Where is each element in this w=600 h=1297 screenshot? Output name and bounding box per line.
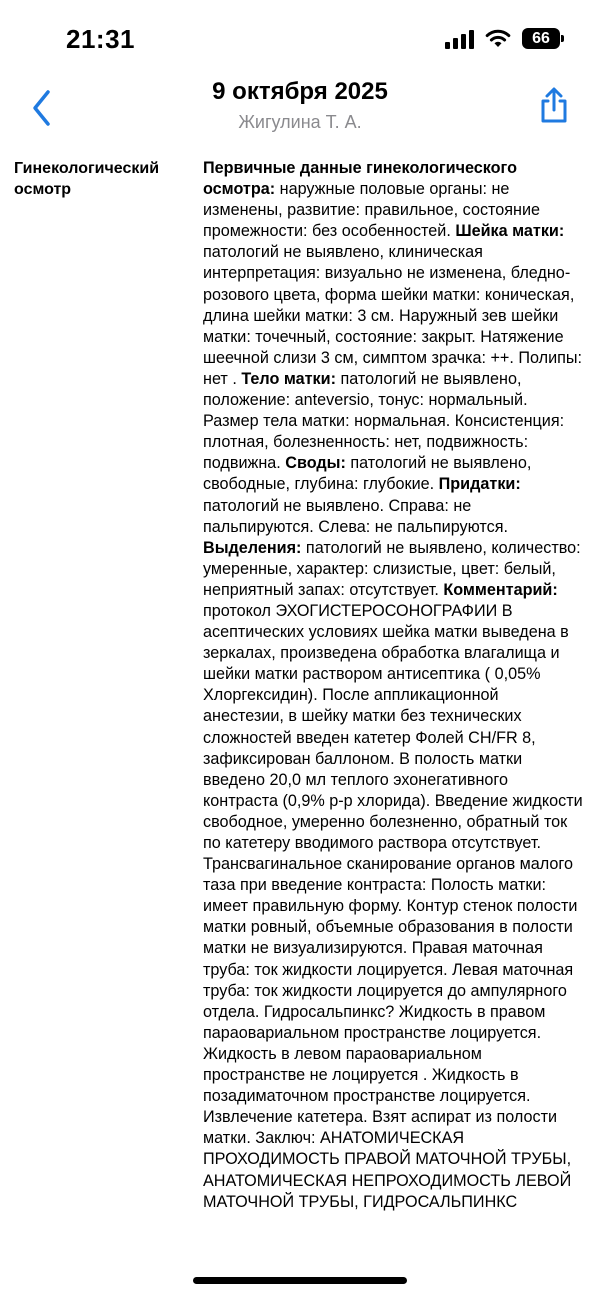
text-part: Придатки: [438, 475, 521, 494]
wifi-icon [484, 28, 512, 49]
status-time: 21:31 [66, 24, 135, 54]
text-part: Шейка матки: [455, 222, 565, 241]
page-title: 9 октября 2025 [212, 78, 388, 105]
navigation-bar [0, 76, 600, 146]
battery-icon [522, 28, 560, 49]
text-part: Первичные данные гинекологического осмотра: [203, 159, 517, 199]
status-icons [445, 28, 560, 49]
home-indicator[interactable] [193, 1277, 407, 1284]
share-icon [536, 84, 572, 128]
text-part: Выделения: [203, 538, 302, 557]
text-part: Тело матки: [241, 369, 336, 388]
text-part: Своды: [285, 454, 346, 473]
text-part: патологий не выявлено, клиническая интерпретация: визуально не изменена, бледно-розового цвета, форма шейки матки: коническая, длина шейки матки: 3 см. Наружный зев шейки матки: точечный, состояние: закрыт. Натяжение шеечной слизи 3 см, симптом зрачка: ++. Полипы: нет . [203, 243, 583, 388]
text-part: Комментарий: [443, 580, 558, 599]
share-button[interactable] [536, 84, 572, 128]
text-part: патологий не выявлено, положение: anteversio, тонус: нормальный. Размер тела матки: нормальная. Консистенция: плотная, болезненность: нет, подвижность: подвижна. [203, 369, 565, 473]
text-part: наружные половые органы: не изменены, развитие: правильное, состояние промежности: без особенностей. [203, 180, 541, 241]
text-part: протокол ЭХОГИСТЕРОСОНОГРАФИИ В асептических условиях шейка матки выведена в зеркалах, произведена обработка влагалища и шейки матки раствором антисептика ( 0,05% Хлоргексидин). После аппликационной анестезии, в шейку матки без технических сложностей введен катетер Фолей CH/FR 8, зафиксирован баллоном. В полость матки введено 20,0 мл теплого эхонегативного контраста (0,9% р-р хлорида). Введение жидкости свободное, умеренно болезненно, обратный ток по катетеру вводимого раствора отсутствует. Трансвагинальное сканирование органов малого таза при введение контраста: Полость матки: имеет правильную форму. Контур стенок полости матки ровный, объемные образования в полости матки не визуализируются. Правая маточная труба: ток жидкости лоцируется. Левая маточная труба: ток жидкости лоцируется до ампулярного отдела. Гидросальпинкс? Жидкость в правом параовариальном пространстве лоцируется. Жидкость в левом параовариальном пространстве не лоцируется . Жидкость в позадиматочном пространстве лоцируется. Извлечение катетера. Взят аспират из полости матки. Заключ: АНАТОМИЧЕСКАЯ ПРОХОДИМОСТЬ ПРАВОЙ МАТОЧНОЙ ТРУБЫ, АНАТОМИЧЕСКАЯ НЕПРОХОДИМОСТЬ ЛЕВОЙ МАТОЧНОЙ ТРУБЫ, ГИДРОСАЛЬПИНКС [203, 601, 583, 1211]
status-bar [0, 0, 600, 80]
battery-level: 66 [532, 29, 550, 47]
section-text [203, 158, 583, 1213]
text-part: патологий не выявлено. Справа: не пальпируются. Слева: не пальпируются. [203, 496, 508, 536]
section-label: Гинекологический осмотр [14, 160, 160, 198]
signal-icon [445, 29, 474, 49]
text-part: патологий не выявлено, свободные, глубина: глубокие. [203, 454, 532, 494]
text-part: патологий не выявлено, количество: умеренные, характер: слизистые, цвет: белый, неприятный запах: отсутствует. [203, 538, 581, 599]
doctor-name: Жигулина Т. А. [238, 112, 362, 132]
